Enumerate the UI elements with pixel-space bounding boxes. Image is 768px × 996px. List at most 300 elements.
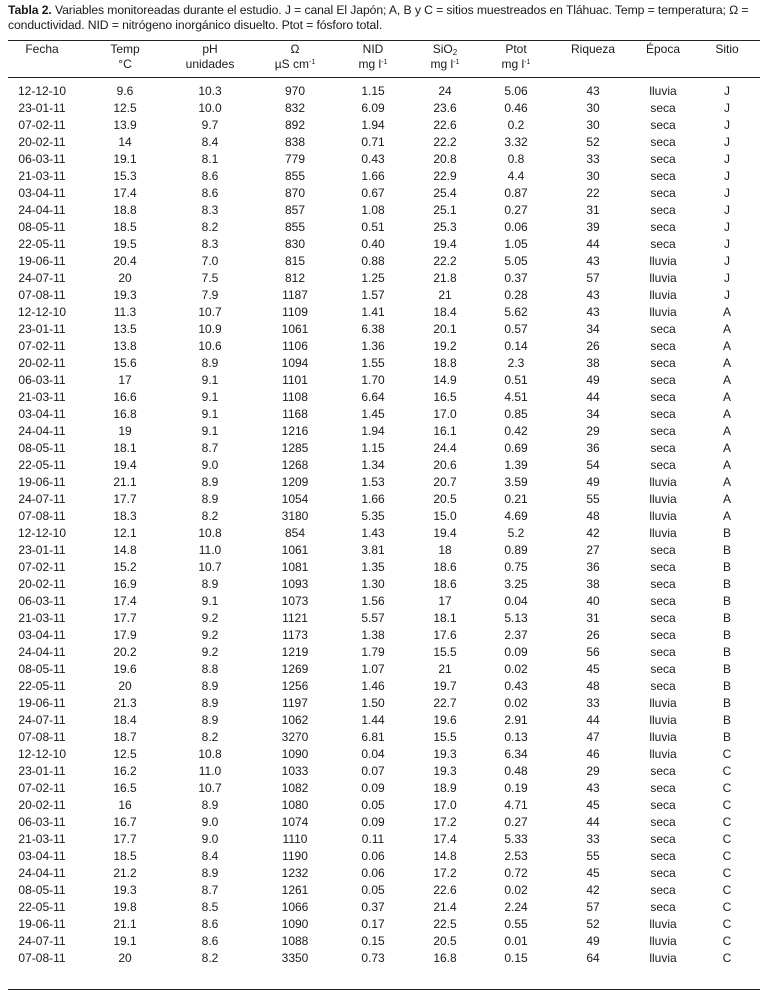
table-cell: C <box>722 866 732 880</box>
table-cell: 1109 <box>282 305 308 319</box>
table-cell: 8.4 <box>201 849 219 863</box>
table-cell: lluvia <box>649 934 677 948</box>
table-cell: 0.28 <box>504 288 528 302</box>
table-cell: 3270 <box>281 730 309 744</box>
table-cell: C <box>722 849 732 863</box>
table-cell: 24-07-11 <box>18 271 66 285</box>
table-cell: 25.4 <box>433 186 457 200</box>
table-cell: 22.2 <box>433 254 457 268</box>
table-cell: 8.7 <box>201 883 219 897</box>
table-cell: 0.8 <box>507 152 525 166</box>
table-cell: 18.4 <box>113 713 137 727</box>
table-cell: 8.9 <box>201 679 219 693</box>
table-cell: 0.09 <box>361 781 385 795</box>
table-cell: 17.2 <box>433 866 457 880</box>
table-cell: 15.6 <box>113 356 137 370</box>
table-cell: seca <box>650 339 676 353</box>
table-cell: seca <box>650 322 676 336</box>
table-cell: 14.9 <box>433 373 457 387</box>
table-cell: 13.9 <box>113 118 137 132</box>
table-cell: 20.8 <box>433 152 457 166</box>
table-cell: 1.57 <box>361 288 385 302</box>
table-cell: 36 <box>586 560 600 574</box>
table-cell: 8.9 <box>201 866 219 880</box>
table-cell: 20.7 <box>433 475 457 489</box>
table-cell: 0.42 <box>504 424 528 438</box>
table-cell: A <box>722 339 731 353</box>
table-cell: seca <box>650 186 676 200</box>
table-cell: 0.46 <box>504 101 528 115</box>
table-cell: 1.38 <box>361 628 385 642</box>
table-cell: 45 <box>586 866 600 880</box>
table-cell: lluvia <box>649 696 677 710</box>
table-cell: A <box>722 322 731 336</box>
table-cell: 1033 <box>281 764 309 778</box>
table-cell: 07-02-11 <box>18 781 66 795</box>
table-cell: 5.13 <box>504 611 528 625</box>
table-cell: J <box>724 118 730 132</box>
bottom-rule <box>8 989 760 990</box>
table-row <box>8 780 760 797</box>
table-cell: 0.01 <box>504 934 528 948</box>
table-cell: 25.3 <box>433 220 457 234</box>
table-cell: lluvia <box>649 917 677 931</box>
table-cell: 9.6 <box>116 84 134 98</box>
table-cell: 15.0 <box>433 509 457 523</box>
table-row <box>8 423 760 440</box>
table-cell: 19-06-11 <box>18 696 66 710</box>
column-header-name: pH <box>202 42 218 56</box>
table-cell: 17.4 <box>433 832 457 846</box>
table-cell: 23-01-11 <box>18 764 66 778</box>
table-cell: 0.04 <box>504 594 528 608</box>
table-cell: 892 <box>284 118 306 132</box>
table-cell: lluvia <box>649 526 677 540</box>
table-cell: 57 <box>586 900 600 914</box>
table-cell: 10.7 <box>198 781 222 795</box>
table-cell: 0.02 <box>504 883 528 897</box>
caption-text: Variables monitoreadas durante el estudio. J = canal El Japón; A, B y C = sitios muestreados en Tláhuac. Temp = temperatura; Ω = conductividad. NID = nitrógeno inorgánico disuelto. Ptot = fósforo total. <box>8 3 749 32</box>
table-cell: 1232 <box>281 866 309 880</box>
table-cell: 3.59 <box>504 475 528 489</box>
table-cell: 8.8 <box>201 662 219 676</box>
table-cell: 19.4 <box>433 237 457 251</box>
table-cell: seca <box>650 900 676 914</box>
table-cell: 44 <box>586 713 600 727</box>
table-cell: 0.06 <box>361 866 385 880</box>
table-cell: 1.25 <box>361 271 385 285</box>
table-cell: 20-02-11 <box>18 798 66 812</box>
table-cell: 1.41 <box>361 305 385 319</box>
table-cell: 1.70 <box>361 373 385 387</box>
table-cell: 1081 <box>281 560 309 574</box>
table-cell: 47 <box>586 730 600 744</box>
table-cell: 1110 <box>282 832 308 846</box>
table-cell: 43 <box>586 84 600 98</box>
table-cell: 8.5 <box>201 900 219 914</box>
table-cell: 0.05 <box>361 883 385 897</box>
table-cell: seca <box>650 866 676 880</box>
table-cell: 12-12-10 <box>17 526 67 540</box>
table-cell: 18.7 <box>113 730 137 744</box>
table-row <box>8 831 760 848</box>
table-cell: 17.7 <box>113 832 137 846</box>
table-cell: 43 <box>586 781 600 795</box>
table-cell: 07-08-11 <box>18 509 66 523</box>
table-cell: 44 <box>586 390 600 404</box>
table-cell: 21.2 <box>113 866 137 880</box>
table-cell: 16.8 <box>113 407 137 421</box>
table-cell: 20 <box>118 951 132 965</box>
table-cell: 13.8 <box>113 339 137 353</box>
table-cell: 22-05-11 <box>18 458 66 472</box>
table-cell: 10.6 <box>198 339 222 353</box>
table-cell: 06-03-11 <box>18 815 66 829</box>
table-cell: B <box>722 662 731 676</box>
table-cell: 22.2 <box>433 135 457 149</box>
column-header-unit: mg $l^{-1}$ <box>358 57 388 71</box>
table-cell: 0.04 <box>361 747 385 761</box>
table-cell: 1.53 <box>361 475 385 489</box>
table-cell: B <box>722 543 731 557</box>
column-header-unit: °C <box>118 57 132 71</box>
table-row <box>8 610 760 627</box>
table-cell: 22.6 <box>433 118 457 132</box>
table-cell: 1269 <box>281 662 309 676</box>
table-cell: seca <box>650 645 676 659</box>
table-cell: 03-04-11 <box>18 849 66 863</box>
table-row <box>8 83 760 100</box>
table-cell: 1.35 <box>361 560 385 574</box>
table-row <box>8 644 760 661</box>
table-cell: 44 <box>586 237 600 251</box>
table-cell: lluvia <box>649 305 677 319</box>
table-cell: 19.6 <box>433 713 457 727</box>
table-cell: 10.7 <box>198 560 222 574</box>
table-cell: 56 <box>586 645 600 659</box>
table-cell: seca <box>650 611 676 625</box>
table-cell: 21-03-11 <box>18 169 66 183</box>
table-row <box>8 695 760 712</box>
table-cell: 4.4 <box>507 169 525 183</box>
table-cell: 19.1 <box>113 152 137 166</box>
table-cell: 2.91 <box>504 713 528 727</box>
table-cell: 43 <box>586 305 600 319</box>
table-cell: 1.79 <box>361 645 385 659</box>
table-cell: 8.3 <box>201 203 219 217</box>
table-cell: 42 <box>586 883 600 897</box>
table-cell: 14.8 <box>113 543 137 557</box>
table-cell: 18.8 <box>433 356 457 370</box>
table-cell: lluvia <box>649 509 677 523</box>
table-body <box>8 83 760 967</box>
table-cell: 18.1 <box>433 611 457 625</box>
table-cell: 13.5 <box>113 322 137 336</box>
column-header-name: Fecha <box>25 42 59 56</box>
table-row <box>8 950 760 967</box>
table-cell: 1.36 <box>361 339 385 353</box>
table-cell: lluvia <box>649 747 677 761</box>
table-cell: 2.53 <box>504 849 528 863</box>
table-cell: 11.3 <box>113 305 137 319</box>
table-cell: 4.71 <box>504 798 528 812</box>
table-cell: 0.13 <box>504 730 528 744</box>
table-cell: 1.34 <box>361 458 385 472</box>
table-cell: 07-08-11 <box>18 730 66 744</box>
table-cell: 0.17 <box>361 917 385 931</box>
table-cell: 34 <box>586 407 600 421</box>
table-cell: 19.3 <box>433 764 457 778</box>
table-header <box>8 42 760 76</box>
table-cell: 22 <box>586 186 600 200</box>
table-cell: seca <box>650 764 676 778</box>
table-cell: seca <box>650 679 676 693</box>
table-cell: 8.6 <box>201 169 219 183</box>
table-cell: 33 <box>586 152 600 166</box>
table-cell: 18 <box>438 543 452 557</box>
table-cell: 5.57 <box>361 611 385 625</box>
table-cell: 12-12-10 <box>17 305 67 319</box>
table-cell: 23-01-11 <box>18 543 66 557</box>
column-header-unit: mg $l^{-1}$ <box>501 57 531 71</box>
column-header-unit: unidades <box>185 57 235 71</box>
table-row <box>8 882 760 899</box>
table-cell: 22.5 <box>433 917 457 931</box>
table-cell: 855 <box>284 220 306 234</box>
table-cell: 19.4 <box>113 458 137 472</box>
table-cell: 21-03-11 <box>18 390 66 404</box>
table-cell: 5.35 <box>361 509 385 523</box>
table-cell: 19.2 <box>433 339 457 353</box>
table-cell: seca <box>650 135 676 149</box>
table-cell: 23-01-11 <box>18 322 66 336</box>
table-cell: 0.40 <box>361 237 385 251</box>
table-cell: 19.3 <box>113 883 137 897</box>
table-cell: 19-06-11 <box>18 475 66 489</box>
table-cell: 0.27 <box>504 815 528 829</box>
table-cell: 12-12-10 <box>17 747 67 761</box>
table-cell: seca <box>650 169 676 183</box>
table-cell: seca <box>650 424 676 438</box>
table-cell: 2.37 <box>504 628 528 642</box>
table-cell: J <box>724 101 730 115</box>
table-cell: 1219 <box>281 645 309 659</box>
table-cell: seca <box>650 407 676 421</box>
table-cell: 6.34 <box>504 747 528 761</box>
table-row <box>8 236 760 253</box>
table-cell: 20-02-11 <box>18 577 66 591</box>
table-cell: 1.66 <box>361 169 385 183</box>
table-cell: J <box>724 237 730 251</box>
table-cell: 20.5 <box>433 492 457 506</box>
column-header <box>8 42 76 57</box>
table-cell: 3350 <box>281 951 309 965</box>
table-cell: 1.56 <box>361 594 385 608</box>
table-cell: 7.5 <box>201 271 219 285</box>
table-cell: 24-07-11 <box>18 934 66 948</box>
table-row <box>8 151 760 168</box>
table-cell: 14 <box>118 135 132 149</box>
table-cell: 0.43 <box>504 679 528 693</box>
table-cell: 1.05 <box>504 237 528 251</box>
table-cell: 1256 <box>281 679 309 693</box>
table-cell: 1.55 <box>361 356 385 370</box>
table-cell: 24-07-11 <box>18 492 66 506</box>
table-cell: 1061 <box>281 543 309 557</box>
table-cell: 11.0 <box>198 764 222 778</box>
table-cell: 0.2 <box>507 118 525 132</box>
table-cell: 1.07 <box>361 662 385 676</box>
table-cell: A <box>722 390 731 404</box>
table-cell: 1101 <box>282 373 308 387</box>
table-cell: 22-05-11 <box>18 679 66 693</box>
table-cell: 3.25 <box>504 577 528 591</box>
table-cell: 10.3 <box>198 84 222 98</box>
table-cell: 24-04-11 <box>18 645 66 659</box>
table-cell: 57 <box>586 271 600 285</box>
table-cell: 30 <box>586 101 600 115</box>
table-cell: 0.48 <box>504 764 528 778</box>
table-cell: 838 <box>284 135 306 149</box>
table-cell: C <box>722 747 732 761</box>
table-cell: 43 <box>586 288 600 302</box>
table-cell: seca <box>650 628 676 642</box>
table-cell: lluvia <box>649 288 677 302</box>
table-cell: 07-08-11 <box>18 951 66 965</box>
table-cell: 18.9 <box>433 781 457 795</box>
table-cell: 1080 <box>281 798 309 812</box>
table-cell: 16.7 <box>113 815 137 829</box>
table-cell: 2.3 <box>507 356 525 370</box>
table-cell: 8.6 <box>201 917 219 931</box>
table-cell: 8.3 <box>201 237 219 251</box>
table-cell: 18.8 <box>113 203 137 217</box>
table-cell: seca <box>650 577 676 591</box>
table-row <box>8 559 760 576</box>
table-cell: J <box>724 84 730 98</box>
table-row <box>8 406 760 423</box>
table-cell: 9.1 <box>201 373 219 387</box>
table-cell: 16 <box>118 798 132 812</box>
table-cell: 8.6 <box>201 186 219 200</box>
table-cell: seca <box>650 832 676 846</box>
table-cell: seca <box>650 849 676 863</box>
table-row <box>8 389 760 406</box>
table-cell: 20.2 <box>113 645 137 659</box>
table-cell: 17.0 <box>433 798 457 812</box>
table-cell: 15.5 <box>433 645 457 659</box>
table-cell: 26 <box>586 339 600 353</box>
table-cell: J <box>724 135 730 149</box>
table-cell: seca <box>650 390 676 404</box>
table-cell: 40 <box>586 594 600 608</box>
column-header-name: Temp <box>110 42 140 56</box>
table-cell: 9.1 <box>201 424 219 438</box>
table-cell: 22-05-11 <box>18 900 66 914</box>
table-cell: 9.2 <box>201 611 219 625</box>
table-cell: B <box>722 611 731 625</box>
table-cell: 5.06 <box>504 84 528 98</box>
table-cell: 17.6 <box>433 628 457 642</box>
table-cell: 26 <box>586 628 600 642</box>
table-cell: J <box>724 288 730 302</box>
table-cell: 9.1 <box>201 390 219 404</box>
table-cell: 06-03-11 <box>18 594 66 608</box>
table-cell: 1216 <box>281 424 309 438</box>
table-cell: 55 <box>586 492 600 506</box>
table-cell: 0.57 <box>504 322 528 336</box>
table-cell: 1190 <box>282 849 308 863</box>
table-cell: 8.1 <box>201 152 219 166</box>
table-cell: 8.2 <box>201 220 219 234</box>
column-header-name: Sitio <box>715 42 739 56</box>
table-cell: 15.5 <box>433 730 457 744</box>
table-cell: lluvia <box>649 713 677 727</box>
table-cell: B <box>722 645 731 659</box>
table-cell: 08-05-11 <box>18 441 66 455</box>
table-cell: seca <box>650 543 676 557</box>
table-cell: 18.6 <box>433 560 457 574</box>
table-cell: 24 <box>438 84 452 98</box>
table-cell: 7.0 <box>201 254 219 268</box>
table-cell: 20-02-11 <box>18 135 66 149</box>
table-cell: 1.30 <box>361 577 385 591</box>
table-cell: seca <box>650 356 676 370</box>
table-cell: 0.02 <box>504 696 528 710</box>
table-cell: seca <box>650 441 676 455</box>
table-cell: 17.2 <box>433 815 457 829</box>
table-cell: seca <box>650 373 676 387</box>
table-cell: 12.1 <box>113 526 137 540</box>
table-cell: 22.7 <box>433 696 457 710</box>
table-cell: 17.9 <box>113 628 137 642</box>
table-cell: C <box>722 764 732 778</box>
table-cell: 48 <box>586 679 600 693</box>
table-cell: J <box>724 186 730 200</box>
table-cell: 24.4 <box>433 441 457 455</box>
table-cell: 48 <box>586 509 600 523</box>
table-cell: 25.1 <box>433 203 457 217</box>
table-cell: 21.8 <box>433 271 457 285</box>
table-cell: 855 <box>284 169 306 183</box>
column-header <box>260 42 330 72</box>
table-cell: 8.7 <box>201 441 219 455</box>
table-cell: 23.6 <box>433 101 457 115</box>
table-row <box>8 712 760 729</box>
table-cell: 9.1 <box>201 407 219 421</box>
table-cell: 6.09 <box>361 101 385 115</box>
table-cell: 21.1 <box>113 917 137 931</box>
table-cell: 19.8 <box>113 900 137 914</box>
table-cell: 19 <box>118 424 132 438</box>
table-cell: 19.7 <box>433 679 457 693</box>
table-cell: 19-06-11 <box>18 917 66 931</box>
table-cell: 20.5 <box>433 934 457 948</box>
top-rule <box>8 40 760 41</box>
table-cell: 10.8 <box>198 526 222 540</box>
table-cell: 06-03-11 <box>18 152 66 166</box>
table-row <box>8 916 760 933</box>
table-cell: 1.46 <box>361 679 385 693</box>
table-cell: A <box>722 475 731 489</box>
table-cell: seca <box>650 662 676 676</box>
table-cell: 1054 <box>281 492 309 506</box>
table-cell: 1090 <box>281 747 309 761</box>
table-cell: 24-04-11 <box>18 424 66 438</box>
table-cell: 9.7 <box>201 118 219 132</box>
table-cell: 1285 <box>281 441 309 455</box>
table-row <box>8 508 760 525</box>
